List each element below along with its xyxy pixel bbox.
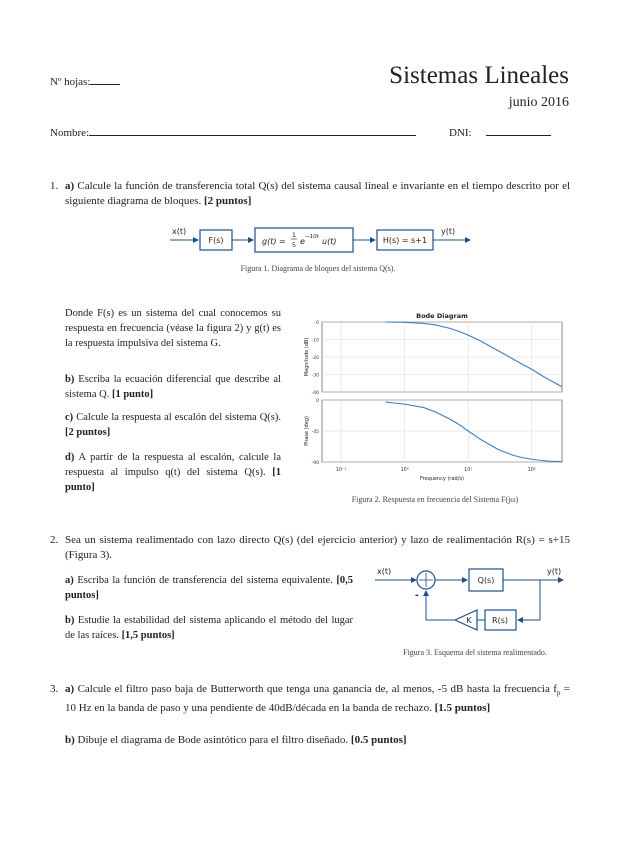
q1-c-label: c)	[65, 412, 74, 423]
q1-b-label: b)	[65, 374, 75, 385]
q1-b-points: [1 punto]	[111, 389, 154, 400]
q1-c	[65, 410, 281, 440]
fb-output-label: y(t)	[547, 567, 562, 576]
bode-xtick: 10⁻¹	[335, 468, 347, 473]
bd1-block-g-exp: −10t	[305, 234, 319, 240]
nombre-blank	[89, 125, 416, 136]
dni-field	[449, 125, 551, 139]
q2-a	[65, 573, 353, 603]
fb-input-label: x(t)	[377, 567, 392, 576]
bode-panel-0-ytick: -10	[311, 338, 319, 344]
block-diagram-1	[170, 222, 490, 260]
bode-panel-0-ytick: -20	[311, 356, 319, 361]
page-title: Sistemas Lineales	[389, 62, 569, 89]
bode-xtick: 10¹	[464, 468, 473, 473]
q1-d-text: A partir de la respuesta al escalón, calcule la respuesta al impulso q(t) del sistema Q(s).	[65, 452, 282, 478]
bode-panel-1-ytick: -45	[311, 430, 319, 435]
q2-a-text: Escriba la función de transferencia del sistema equivalente.	[77, 575, 333, 586]
q3-a	[65, 682, 570, 716]
q1-a-points: [2 puntos]	[204, 195, 252, 207]
bd1-block-g-e: e	[300, 237, 305, 246]
bd1-block-h-label: H(s) = s+1	[382, 236, 428, 245]
bd1-output-label: y(t)	[441, 227, 456, 236]
q2-b-points: [1,5 puntos]	[121, 630, 175, 641]
bode-title: Bode Diagram	[416, 312, 468, 320]
q1-intro: Donde F(s) es un sistema del cual conocemos su respuesta en frecuencia (véase la figura 2) y g(t) es la respuesta impulsiva del sistema G.	[65, 308, 281, 349]
q3-b-points: [0.5 puntos]	[350, 734, 407, 746]
fb-minus-sign: -	[415, 591, 419, 601]
bode-xtick: 10²	[527, 468, 536, 473]
q2-number: 2.	[50, 534, 59, 546]
q3-a-sub: p	[556, 689, 561, 698]
bode-xlabel: Frequency (rad/s)	[420, 476, 464, 482]
bode-panel-1-ylabel: Phase (deg)	[304, 416, 310, 446]
hojas-label: Nº hojas:	[50, 76, 91, 88]
nombre-field	[50, 125, 430, 139]
bode-panel-0-ylabel: Magnitude (dB)	[304, 337, 310, 377]
bode-panel-1-ytick: -90	[311, 461, 319, 466]
q3-b	[65, 733, 570, 748]
figure2-caption: Figura 2. Respuesta en frecuencia del Sistema F(jω)	[351, 495, 519, 504]
q2-b	[65, 613, 353, 643]
q3-b-text: Dibuje el diagrama de Bode asintótico para el filtro diseñado.	[77, 734, 349, 746]
q3-b-label: b)	[65, 734, 75, 746]
bode-panel-1-ytick: 0	[316, 399, 319, 404]
q1-a-text: Calcule la función de transferencia total Q(s) del sistema causal lineal e invariante en el tiempo descrito por el siguiente diagrama de bloques.	[65, 180, 571, 207]
bd1-input-label: x(t)	[172, 227, 187, 236]
bode-panel-0-ytick: -30	[311, 373, 319, 379]
q1-number: 1.	[50, 180, 59, 192]
feedback-diagram	[375, 562, 575, 638]
q2-a-points: [0,5 puntos]	[65, 575, 354, 601]
bode-panel-0-ytick: 0	[316, 321, 319, 326]
q1-d-label: d)	[65, 452, 75, 463]
q1-c-points: [2 puntos]	[65, 427, 111, 438]
hojas-field	[50, 74, 120, 88]
q1-b	[65, 372, 281, 402]
q3-a-label: a)	[65, 683, 75, 695]
q2-b-label: b)	[65, 615, 75, 626]
q2-a-label: a)	[65, 575, 74, 586]
exam-date: junio 2016	[508, 95, 569, 110]
bode-chart	[300, 308, 570, 486]
q1-c-text: Calcule la respuesta al escalón del sistema Q(s).	[76, 412, 282, 423]
q1-d	[65, 450, 281, 495]
q1-d-points: [1 punto]	[65, 467, 281, 493]
nombre-label: Nombre:	[50, 127, 90, 139]
q1-a	[65, 179, 570, 209]
bd1-block-g-prefix: g(t) =	[262, 237, 286, 246]
dni-label: DNI:	[449, 127, 472, 139]
q2-text: Sea un sistema realimentado con lazo directo Q(s) (del ejercicio anterior) y lazo de realimentación R(s) = s+15 (Figura 3).	[65, 534, 570, 561]
q2-b-text: Estudie la estabilidad del sistema aplicando el método del lugar de las raíces.	[65, 615, 354, 641]
fb-block-r-label: R(s)	[492, 616, 508, 625]
q1-a-label: a)	[65, 180, 75, 192]
bd1-block-g-den: 5	[291, 241, 297, 249]
bd1-block-f-label: F(s)	[208, 236, 224, 245]
hojas-blank	[90, 74, 120, 85]
q3-a-points: [1.5 puntos]	[434, 702, 491, 715]
fb-block-q-label: Q(s)	[477, 576, 495, 585]
q1-b-text: Escriba la ecuación diferencial que describe al sistema Q.	[65, 374, 281, 400]
bode-xtick: 10⁰	[400, 468, 409, 473]
q3-a-text-2: = 10 Hz en la banda de paso y una pendiente de 40dB/década en la banda de rechazo.	[65, 683, 570, 715]
q3-a-text-1: Calcule el filtro paso baja de Butterworth que tenga una ganancia de, al menos, -5 dB hasta la frecuencia f	[77, 683, 557, 695]
figure3-caption: Figura 3. Esquema del sistema realimentado.	[403, 648, 547, 657]
bd1-block-g-num: 1	[291, 231, 297, 239]
bode-panel-0-ytick: -40	[311, 391, 319, 396]
fb-gain-label: K	[466, 616, 472, 625]
dni-blank	[486, 125, 551, 136]
q3-number: 3.	[50, 683, 59, 695]
figure1-caption: Figura 1. Diagrama de bloques del sistema Q(s).	[240, 264, 396, 273]
bd1-block-g-end: u(t)	[322, 237, 337, 246]
